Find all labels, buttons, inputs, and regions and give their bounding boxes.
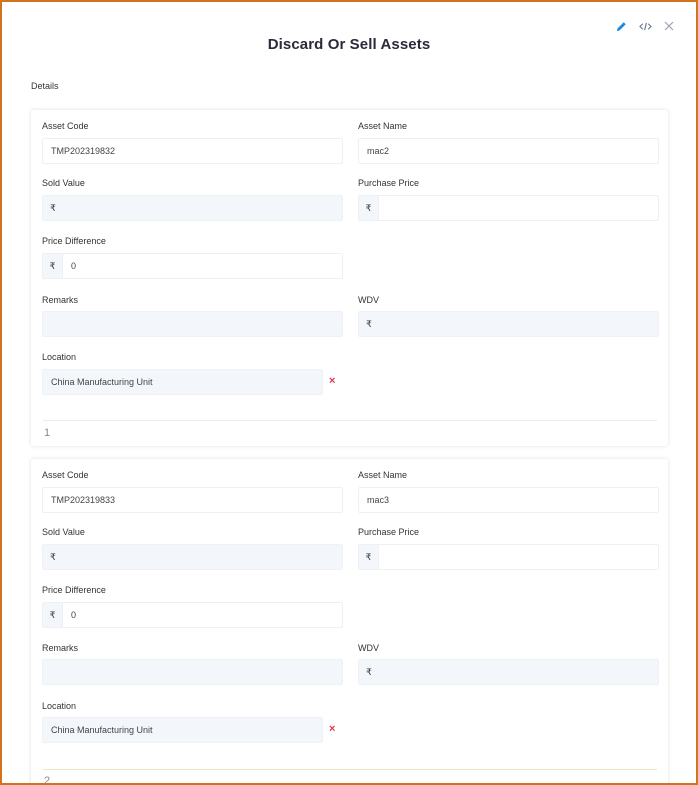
row-number: 2	[44, 775, 51, 785]
price-difference-label: Price Difference	[42, 236, 106, 246]
card-divider	[43, 769, 657, 770]
asset-name-label: Asset Name	[358, 470, 408, 480]
purchase-price-field[interactable]	[358, 544, 659, 570]
sold-value-field[interactable]	[42, 195, 343, 221]
sold-value-label: Sold Value	[42, 178, 85, 188]
asset-name-field[interactable]	[358, 487, 659, 513]
section-label-details: Details	[31, 81, 59, 91]
modal-toolbar	[614, 19, 676, 33]
sold-value-label: Sold Value	[42, 527, 85, 537]
location-field[interactable]	[42, 717, 323, 743]
card-divider	[43, 420, 657, 421]
purchase-price-label: Purchase Price	[358, 527, 420, 537]
wdv-field[interactable]	[358, 311, 659, 337]
price-difference-field[interactable]	[42, 253, 343, 279]
asset-name-value: mac3	[367, 495, 390, 505]
currency-rupee-icon: ₹	[359, 312, 379, 336]
modal-title: Discard Or Sell Assets	[267, 36, 431, 53]
currency-rupee-icon: ₹	[359, 660, 379, 684]
location-label: Location	[42, 701, 77, 711]
purchase-price-label: Purchase Price	[358, 178, 420, 188]
row-number: 1	[44, 427, 51, 439]
location-field[interactable]	[42, 369, 323, 395]
currency-rupee-icon: ₹	[43, 603, 63, 627]
asset-code-field[interactable]	[42, 138, 343, 164]
asset-card	[31, 110, 668, 446]
asset-code-value: TMP202319832	[51, 146, 116, 156]
asset-name-field[interactable]	[358, 138, 659, 164]
remarks-label: Remarks	[42, 295, 79, 305]
wdv-field[interactable]	[358, 659, 659, 685]
pencil-icon[interactable]	[614, 19, 628, 33]
location-label: Location	[42, 352, 77, 362]
price-difference-value: 0	[71, 610, 77, 620]
close-icon[interactable]	[662, 19, 676, 33]
wdv-label: WDV	[358, 643, 379, 653]
price-difference-field[interactable]	[42, 602, 343, 628]
asset-code-field[interactable]	[42, 487, 343, 513]
asset-code-label: Asset Code	[42, 121, 89, 131]
price-difference-label: Price Difference	[42, 585, 106, 595]
sold-value-field[interactable]	[42, 544, 343, 570]
location-value: China Manufacturing Unit	[51, 377, 153, 387]
asset-code-label: Asset Code	[42, 470, 89, 480]
asset-name-label: Asset Name	[358, 121, 408, 131]
purchase-price-field[interactable]	[358, 195, 659, 221]
remarks-field[interactable]	[42, 659, 343, 685]
remarks-field[interactable]	[42, 311, 343, 337]
currency-rupee-icon: ₹	[359, 196, 379, 220]
remarks-label: Remarks	[42, 643, 79, 653]
location-value: China Manufacturing Unit	[51, 725, 153, 735]
currency-rupee-icon: ₹	[43, 254, 63, 278]
remove-location-icon[interactable]: ×	[329, 723, 336, 735]
asset-code-value: TMP202319833	[51, 495, 116, 505]
remove-location-icon[interactable]: ×	[329, 375, 336, 387]
code-icon[interactable]	[638, 19, 652, 33]
currency-rupee-icon: ₹	[43, 545, 63, 569]
wdv-label: WDV	[358, 295, 379, 305]
asset-card	[31, 459, 668, 785]
price-difference-value: 0	[71, 261, 77, 271]
currency-rupee-icon: ₹	[43, 196, 63, 220]
asset-name-value: mac2	[367, 146, 390, 156]
currency-rupee-icon: ₹	[359, 545, 379, 569]
